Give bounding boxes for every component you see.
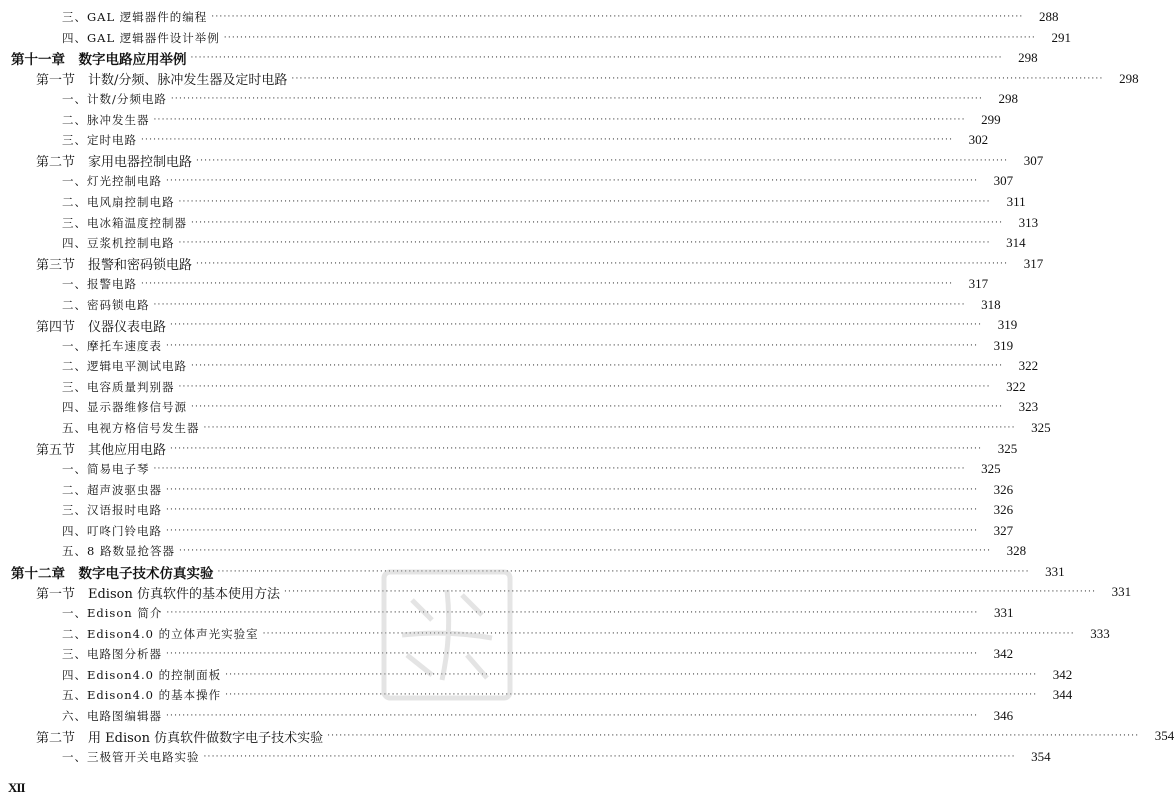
toc-entry-title: 一、Edison 简介 [62, 605, 163, 620]
dot-leader: ········································································································································································································ [166, 176, 979, 187]
toc-item-row [0, 624, 1110, 644]
toc-page-number: 333 [1090, 625, 1110, 641]
dot-leader: ········································································································································································································ [225, 690, 1038, 701]
dot-leader: ········································································································································································································ [203, 751, 1016, 762]
dot-leader: ········································································································································································································ [191, 402, 1004, 413]
toc-page-number: 302 [968, 132, 989, 148]
toc-item-row [0, 110, 1001, 130]
toc-entry-title: 第一节 计数/分频、脉冲发生器及定时电路 [36, 73, 288, 89]
toc-entry-title: 三、电路图分析器 [62, 647, 162, 662]
toc-item-row [0, 336, 1014, 356]
toc-entry-title: 三、汉语报时电路 [62, 503, 162, 518]
toc-page-number: 326 [993, 481, 1014, 497]
toc-entry-title: 二、逻辑电平测试电路 [62, 359, 187, 374]
toc-item-row [0, 418, 1051, 438]
dot-leader: ········································································································································································································ [153, 114, 966, 125]
toc-item-row [0, 28, 1071, 48]
toc-page-number: 288 [1038, 9, 1059, 24]
toc-entry-title: 五、Edison4.0 的基本操作 [62, 688, 222, 703]
toc-item-row [0, 377, 1026, 397]
toc-page-number: 291 [1051, 29, 1071, 45]
toc-item-row [0, 213, 1039, 233]
toc-item-row [0, 685, 1073, 705]
toc-item-row [0, 295, 1001, 315]
dot-leader: ········································································································································································································ [178, 381, 991, 392]
toc-page-number: 299 [981, 111, 1001, 127]
toc-page-number: 323 [1018, 399, 1039, 415]
toc-page-number: 313 [1018, 214, 1039, 230]
dot-leader: ········································································································································································································ [291, 73, 1104, 84]
dot-leader: ········································································································································································································ [225, 669, 1038, 680]
toc-entry-title: 四、叮咚门铃电路 [62, 523, 162, 538]
dot-leader: ········································································································································································································ [178, 238, 991, 249]
toc-entry-title: 第二节 家用电器控制电路 [36, 155, 193, 171]
dot-leader: ········································································································································································································ [191, 361, 1004, 372]
dot-leader: ········································································································································································································ [166, 710, 979, 721]
toc-item-row [0, 480, 1014, 500]
toc-entry-title: 四、豆浆机控制电路 [62, 236, 175, 251]
toc-entry-title: 第五节 其他应用电路 [36, 443, 167, 459]
dot-leader: ········································································································································································································ [141, 279, 954, 290]
toc-item-row [0, 274, 989, 294]
toc-entry-title: 一、灯光控制电路 [62, 174, 162, 189]
toc-page-number: 327 [993, 522, 1014, 538]
toc-entry-title: 三、电冰箱温度控制器 [62, 215, 187, 230]
toc-entry-title: 第四节 仪器仪表电路 [36, 319, 167, 335]
toc-entry-title: 二、Edison4.0 的立体声光实验室 [62, 626, 259, 641]
toc-page-number: 317 [968, 276, 989, 292]
toc-item-row [0, 459, 1001, 479]
toc-page-number: 322 [1006, 378, 1026, 394]
toc-entry-title: 五、电视方格信号发生器 [62, 421, 200, 435]
toc-section-row [0, 254, 1044, 274]
toc-item-row [0, 233, 1026, 253]
dot-leader: ········································································································································································································ [196, 155, 1009, 166]
toc-entry-title: 一、摩托车速度表 [62, 338, 162, 353]
toc-section-row [0, 439, 1018, 459]
toc-entry-title: 六、电路图编辑器 [62, 708, 162, 723]
dot-leader: ········································································································································································································ [170, 320, 983, 331]
toc-entry-title: 一、简易电子琴 [62, 462, 150, 477]
dot-leader: ········································································································································································································ [166, 525, 979, 536]
toc-entry-title: 二、电风扇控制电路 [62, 194, 175, 209]
dot-leader: ········································································································································································································ [153, 299, 966, 310]
toc-entry-title: 二、脉冲发生器 [62, 112, 150, 127]
toc-page-number: 328 [1006, 543, 1027, 559]
toc-item-row [0, 541, 1027, 561]
toc-entry-title: 第十一章 数字电路应用举例 [11, 52, 187, 69]
toc-page-number: 314 [1006, 235, 1026, 251]
dot-leader: ········································································································································································································ [170, 443, 983, 454]
toc-item-row [0, 747, 1051, 767]
toc-page-number: 319 [993, 337, 1014, 353]
toc-page-number: 298 [1018, 50, 1038, 66]
dot-leader: ········································································································································································································ [166, 340, 979, 351]
dot-leader: ········································································································································································································ [190, 53, 1003, 64]
dot-leader: ········································································································································································································ [211, 12, 1024, 22]
dot-leader: ········································································································································································································ [223, 32, 1036, 43]
dot-leader: ········································································································································································································ [166, 607, 979, 618]
footer-page-numeral: XII [8, 780, 25, 795]
toc-entry-title: 四、Edison4.0 的控制面板 [62, 667, 222, 682]
dot-leader: ········································································································································································································ [153, 464, 966, 475]
toc-entry-title: 一、计数/分频电路 [62, 92, 167, 107]
toc-item-row [0, 130, 989, 150]
toc-item-row [0, 644, 1014, 664]
dot-leader: ········································································································································································································ [166, 505, 979, 516]
toc-entry-title: 第三节 报警和密码锁电路 [36, 258, 193, 274]
toc-entry-title: 一、报警电路 [62, 277, 137, 292]
toc-page-number: 317 [1023, 255, 1044, 271]
toc-chapter-row [0, 48, 1038, 69]
toc-entry-title: 四、显示器维修信号源 [62, 400, 187, 415]
dot-leader: ········································································································································································································ [262, 628, 1075, 639]
dot-leader: ········································································································································································································ [283, 587, 1097, 598]
dot-leader: ········································································································································································································ [178, 196, 991, 207]
toc-item-row [0, 192, 1026, 212]
dot-leader: ········································································································································································································ [178, 546, 992, 557]
toc-section-row [0, 726, 1174, 746]
dot-leader: ········································································································································································································ [170, 94, 984, 105]
toc-page-number: 326 [993, 502, 1014, 518]
toc-page-number: 325 [997, 440, 1018, 456]
toc-item-row [0, 356, 1039, 376]
toc-item-row [0, 89, 1019, 109]
toc-section-row [0, 315, 1018, 335]
toc-page-number: 354 [1031, 748, 1051, 764]
toc-page-number: 307 [993, 173, 1014, 189]
toc-entry-title: 二、密码锁电路 [62, 297, 150, 312]
toc-entry-title: 一、三极管开关电路实验 [62, 749, 200, 764]
toc-page-number: 331 [1111, 584, 1132, 600]
toc-page-number: 342 [993, 646, 1014, 662]
toc-entry-title: 二、超声波驱虫器 [62, 482, 162, 497]
toc-section-row [0, 69, 1139, 89]
toc-entry-title: 三、GAL 逻辑器件的编程 [62, 10, 208, 24]
toc-page-number: 344 [1052, 687, 1073, 703]
toc-page-number: 319 [997, 317, 1018, 333]
toc-page-number: 346 [993, 707, 1014, 723]
dot-leader: ········································································································································································································ [327, 731, 1140, 742]
toc-chapter-row [0, 562, 1065, 582]
toc-page-number: 325 [1031, 420, 1051, 435]
toc-page-number: 342 [1052, 666, 1073, 682]
dot-leader: ········································································································································································································ [191, 217, 1004, 228]
toc-item-row [0, 665, 1073, 685]
toc-page-number: 311 [1006, 193, 1026, 209]
toc-entry-title: 三、定时电路 [62, 133, 137, 148]
toc-entry-title: 第一节 Edison 仿真软件的基本使用方法 [36, 586, 280, 602]
toc-entry-title: 五、8 路数显抢答器 [62, 544, 175, 559]
toc-item-row [0, 521, 1014, 541]
dot-leader: ········································································································································································································ [166, 649, 979, 660]
toc-entry-title: 第十二章 数字电子技术仿真实验 [11, 565, 214, 582]
toc-item-row [0, 603, 1014, 623]
toc-item-row [0, 706, 1014, 726]
dot-leader: ········································································································································································································ [217, 566, 1030, 577]
dot-leader: ········································································································································································································ [166, 484, 979, 495]
dot-leader: ········································································································································································································ [141, 135, 954, 146]
dot-leader: ········································································································································································································ [203, 423, 1016, 433]
toc-entry-title: 三、电容质量判别器 [62, 379, 175, 394]
toc-page-number: 322 [1018, 358, 1039, 374]
toc-section-row [0, 151, 1044, 171]
toc-page-number: 331 [1045, 563, 1065, 579]
toc-entry-title: 四、GAL 逻辑器件设计举例 [62, 30, 220, 45]
toc-page-number: 331 [994, 604, 1014, 620]
toc-page-number: 298 [1119, 70, 1139, 86]
toc-item-row [0, 397, 1039, 417]
toc-page-number: 298 [998, 91, 1019, 107]
toc-page-number: 318 [981, 296, 1001, 312]
toc-item-row [0, 500, 1014, 520]
toc-item-row [0, 7, 1059, 27]
toc-page-number: 307 [1023, 152, 1044, 168]
toc-page-number: 325 [981, 461, 1001, 477]
dot-leader: ········································································································································································································ [196, 258, 1009, 269]
toc-item-row [0, 171, 1014, 191]
toc-entry-title: 第二节 用 Edison 仿真软件做数字电子技术实验 [36, 730, 324, 746]
toc-page-number: 354 [1154, 728, 1174, 744]
toc-section-row [0, 582, 1132, 602]
